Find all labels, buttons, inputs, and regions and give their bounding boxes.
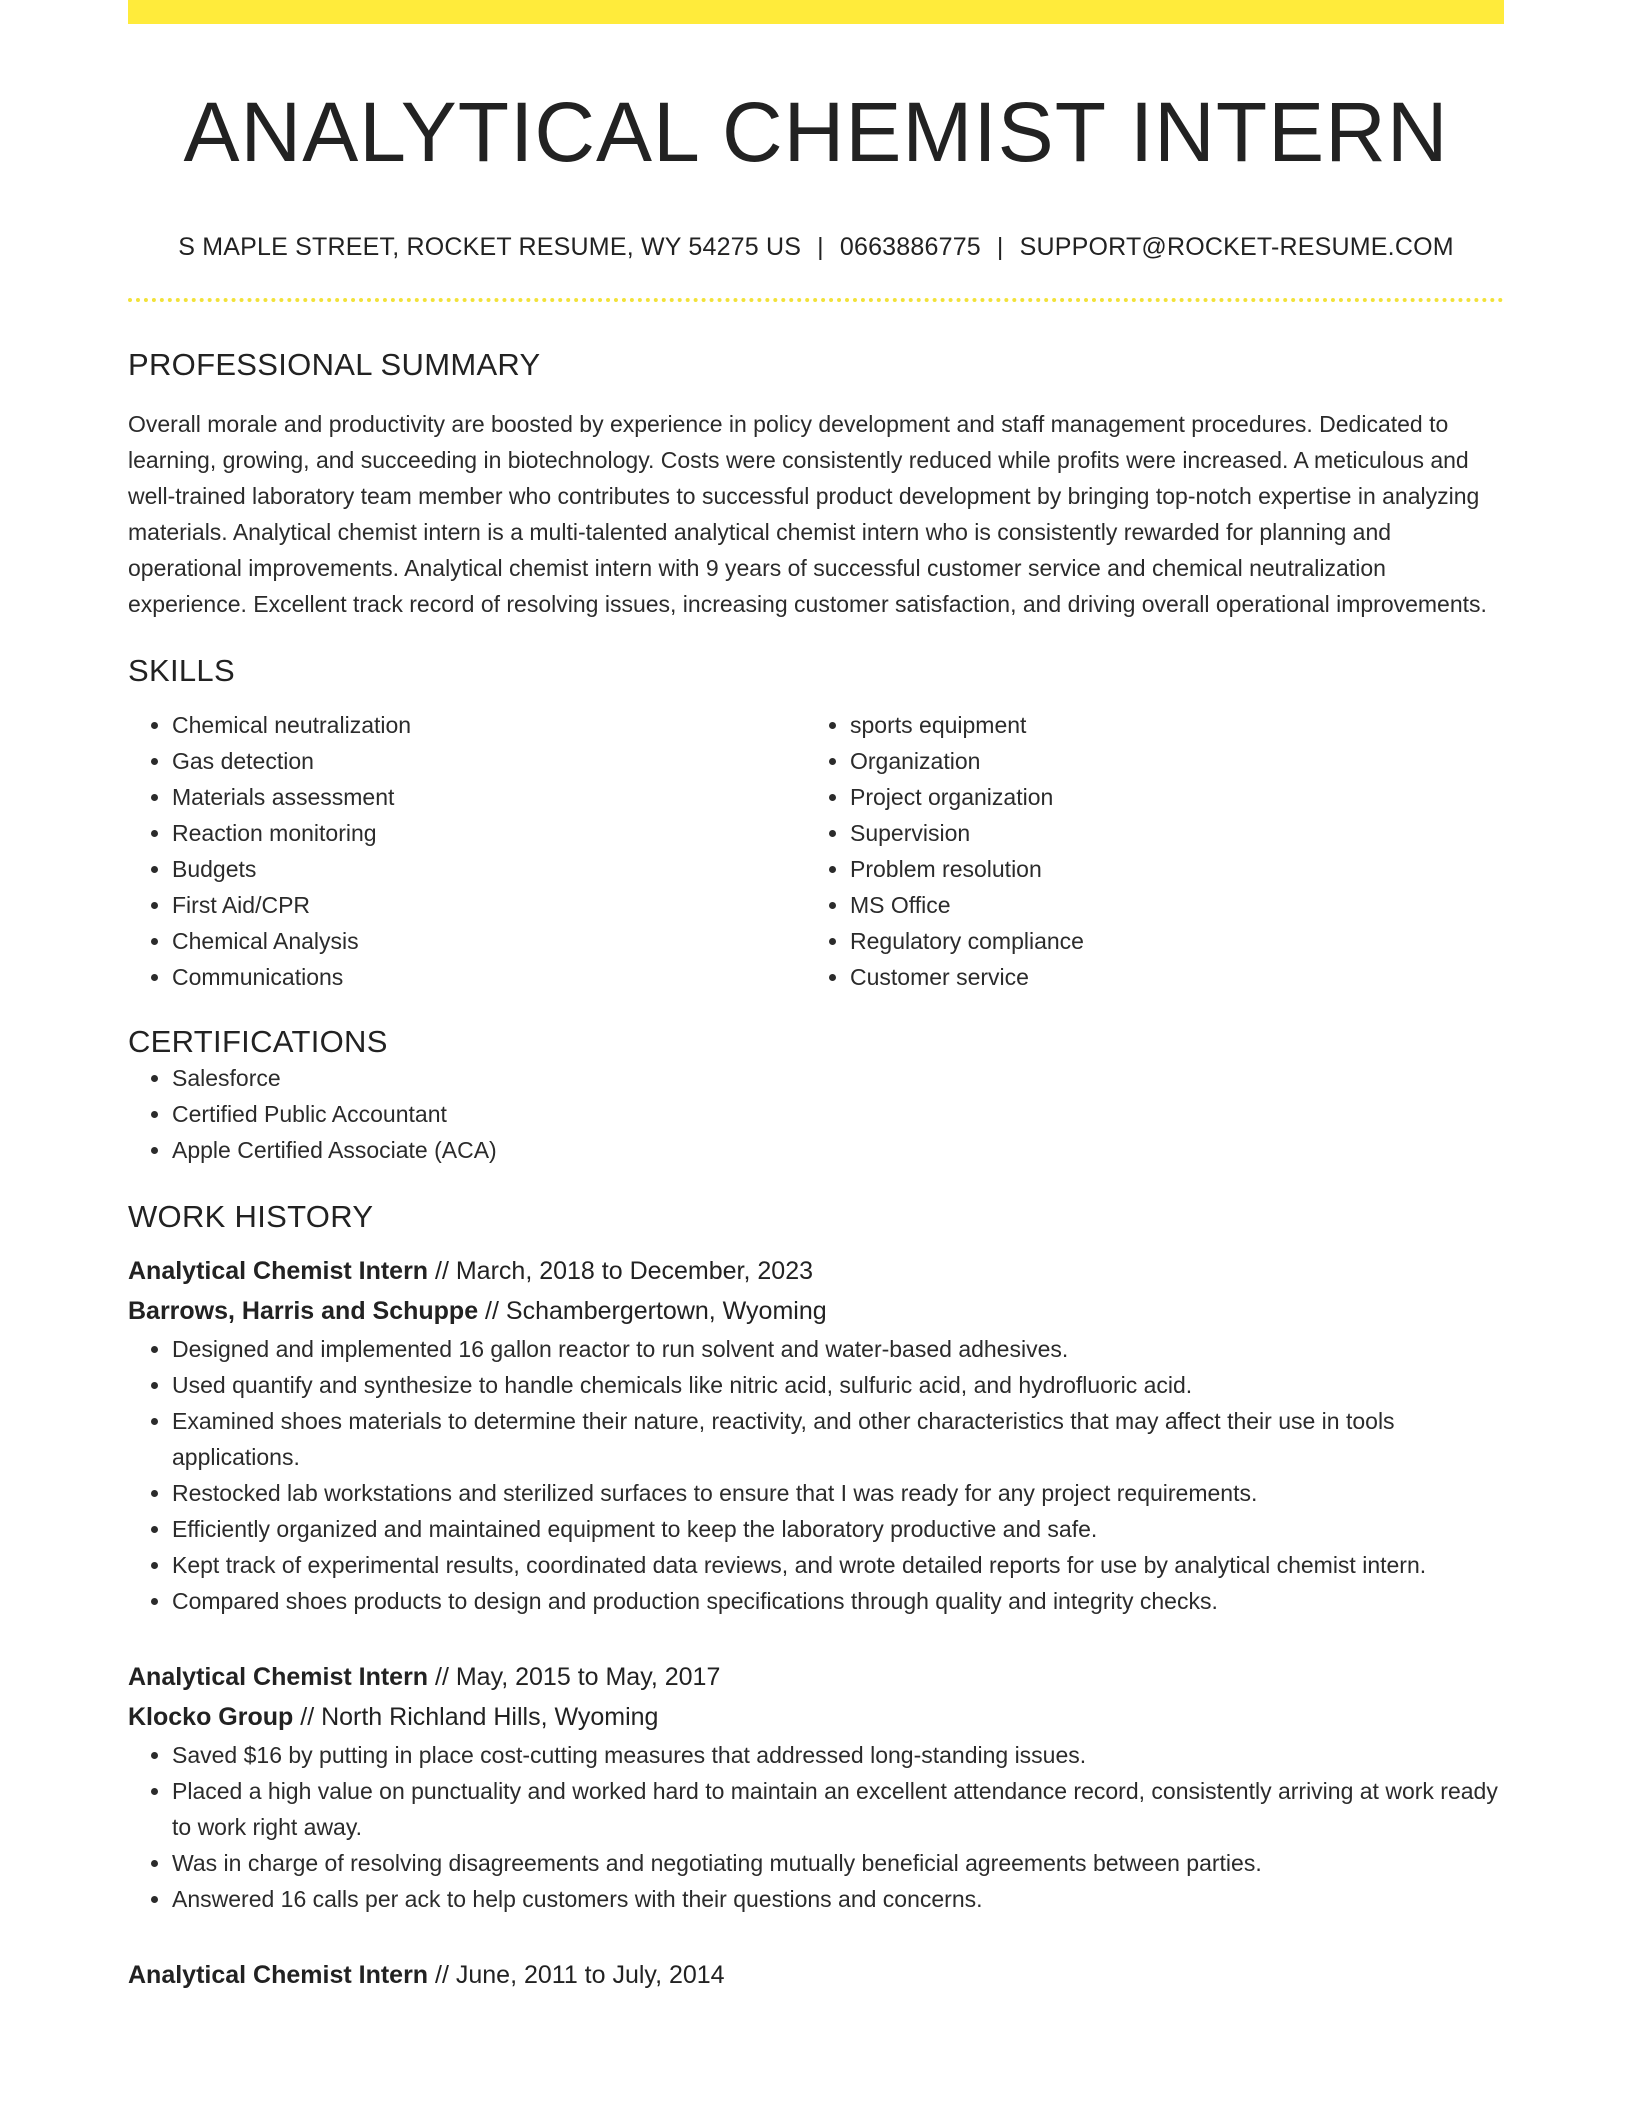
list-item: • Designed and implemented 16 gallon reactor to run solvent and water-based adhesives. <box>172 1331 1504 1367</box>
work-history-heading: WORK HISTORY <box>128 1198 374 1234</box>
skills-heading: SKILLS <box>128 652 235 688</box>
job-title: Analytical Chemist Intern <box>128 1961 429 1990</box>
skills-column-left <box>128 707 806 995</box>
list-item: • Certified Public Accountant <box>172 1096 1504 1132</box>
list-item: • Chemical neutralization <box>172 707 806 743</box>
job-title-line <box>128 1955 1504 1995</box>
list-item: • Apple Certified Associate (ACA) <box>172 1132 1504 1168</box>
list-item: • MS Office <box>850 887 1484 923</box>
job-duties-list <box>128 1737 1504 1917</box>
job-dates: // June, 2011 to July, 2014 <box>428 1961 725 1990</box>
job-title: Analytical Chemist Intern <box>128 1257 429 1286</box>
list-item: • Used quantify and synthesize to handle chemicals like nitric acid, sulfuric acid, and hydrofluoric acid. <box>172 1367 1504 1403</box>
list-item: • Salesforce <box>172 1060 1504 1096</box>
list-item: • Supervision <box>850 815 1484 851</box>
contact-phone: 0663886775 <box>839 233 981 262</box>
list-item: • Answered 16 calls per ack to help customers with their questions and concerns. <box>172 1881 1504 1917</box>
summary-heading: PROFESSIONAL SUMMARY <box>128 347 541 383</box>
skills-column-right <box>806 707 1484 995</box>
list-item: • Gas detection <box>172 743 806 779</box>
contact-separator: | <box>817 233 824 262</box>
list-item: • Restocked lab workstations and sterilized surfaces to ensure that I was ready for any project requirements. <box>172 1475 1504 1511</box>
certifications-section <box>128 1023 1504 1168</box>
dotted-divider <box>128 298 1504 302</box>
job-company-line <box>128 1291 1504 1331</box>
list-item: • Placed a high value on punctuality and worked hard to maintain an excellent attendance record, consistently arriving at work ready to work right away. <box>172 1773 1504 1845</box>
page-title: ANALYTICAL CHEMIST INTERN <box>183 85 1449 179</box>
job-duties-list <box>128 1331 1504 1619</box>
list-item: • Examined shoes materials to determine their nature, reactivity, and other characteristics that may affect their use in tools applications. <box>172 1403 1504 1475</box>
job-company: Barrows, Harris and Schuppe <box>128 1297 479 1326</box>
job-dates: // May, 2015 to May, 2017 <box>428 1663 721 1692</box>
job-title: Analytical Chemist Intern <box>128 1663 429 1692</box>
job-entry <box>128 1251 1504 1619</box>
work-history-section <box>128 1198 1504 1995</box>
skills-list-right <box>806 707 1484 995</box>
list-item: • Saved $16 by putting in place cost-cutting measures that addressed long-standing issues. <box>172 1737 1504 1773</box>
list-item: • Reaction monitoring <box>172 815 806 851</box>
certifications-list <box>128 1060 1504 1168</box>
job-location: // Schambergertown, Wyoming <box>478 1297 827 1326</box>
list-item: • Compared shoes products to design and production specifications through quality and integrity checks. <box>172 1583 1504 1619</box>
job-location: // North Richland Hills, Wyoming <box>293 1703 659 1732</box>
summary-text: Overall morale and productivity are boosted by experience in policy development and staff management procedures. Dedicated to learning, growing, and succeeding in biotechnology. Costs were consistently reduced while profits were increased. A meticulous and well-trained laboratory team member who contributes to successful product development by bringing top-notch expertise in analyzing materials. Analytical chemist intern is a multi-talented analytical chemist intern who is consistently rewarded for planning and operational improvements. Analytical chemist intern with 9 years of successful customer service and chemical neutralization experience. Excellent track record of resolving issues, increasing customer satisfaction, and driving overall operational improvements. <box>128 410 1487 617</box>
list-item: • Organization <box>850 743 1484 779</box>
list-item: • Was in charge of resolving disagreements and negotiating mutually beneficial agreements between parties. <box>172 1845 1504 1881</box>
skills-section <box>128 652 1504 995</box>
contact-line <box>128 232 1504 262</box>
job-company: Klocko Group <box>128 1703 294 1732</box>
job-entry <box>128 1955 1504 1995</box>
list-item: • Regulatory compliance <box>850 923 1484 959</box>
job-title-line <box>128 1251 1504 1291</box>
list-item: • Project organization <box>850 779 1484 815</box>
list-item: • Customer service <box>850 959 1484 995</box>
list-item: • Budgets <box>172 851 806 887</box>
contact-separator: | <box>996 233 1004 262</box>
list-item: • Efficiently organized and maintained equipment to keep the laboratory productive and safe. <box>172 1511 1504 1547</box>
skills-columns <box>128 707 1504 995</box>
skills-list-left <box>128 707 806 995</box>
job-entry <box>128 1657 1504 1917</box>
contact-address: S MAPLE STREET, ROCKET RESUME, WY 54275 US <box>178 233 802 262</box>
resume-page <box>128 0 1504 1995</box>
list-item: • Kept track of experimental results, coordinated data reviews, and wrote detailed reports for use by analytical chemist intern. <box>172 1547 1504 1583</box>
list-item: • Chemical Analysis <box>172 923 806 959</box>
job-dates: // March, 2018 to December, 2023 <box>428 1257 814 1286</box>
list-item: • sports equipment <box>850 707 1484 743</box>
list-item: • Problem resolution <box>850 851 1484 887</box>
job-company-line <box>128 1697 1504 1737</box>
list-item: • Materials assessment <box>172 779 806 815</box>
top-accent-bar <box>128 0 1504 24</box>
list-item: • First Aid/CPR <box>172 887 806 923</box>
certifications-heading: CERTIFICATIONS <box>128 1023 388 1059</box>
job-title-line <box>128 1657 1504 1697</box>
contact-email: SUPPORT@ROCKET-RESUME.COM <box>1019 233 1454 262</box>
summary-section <box>128 346 1504 621</box>
list-item: • Communications <box>172 959 806 995</box>
